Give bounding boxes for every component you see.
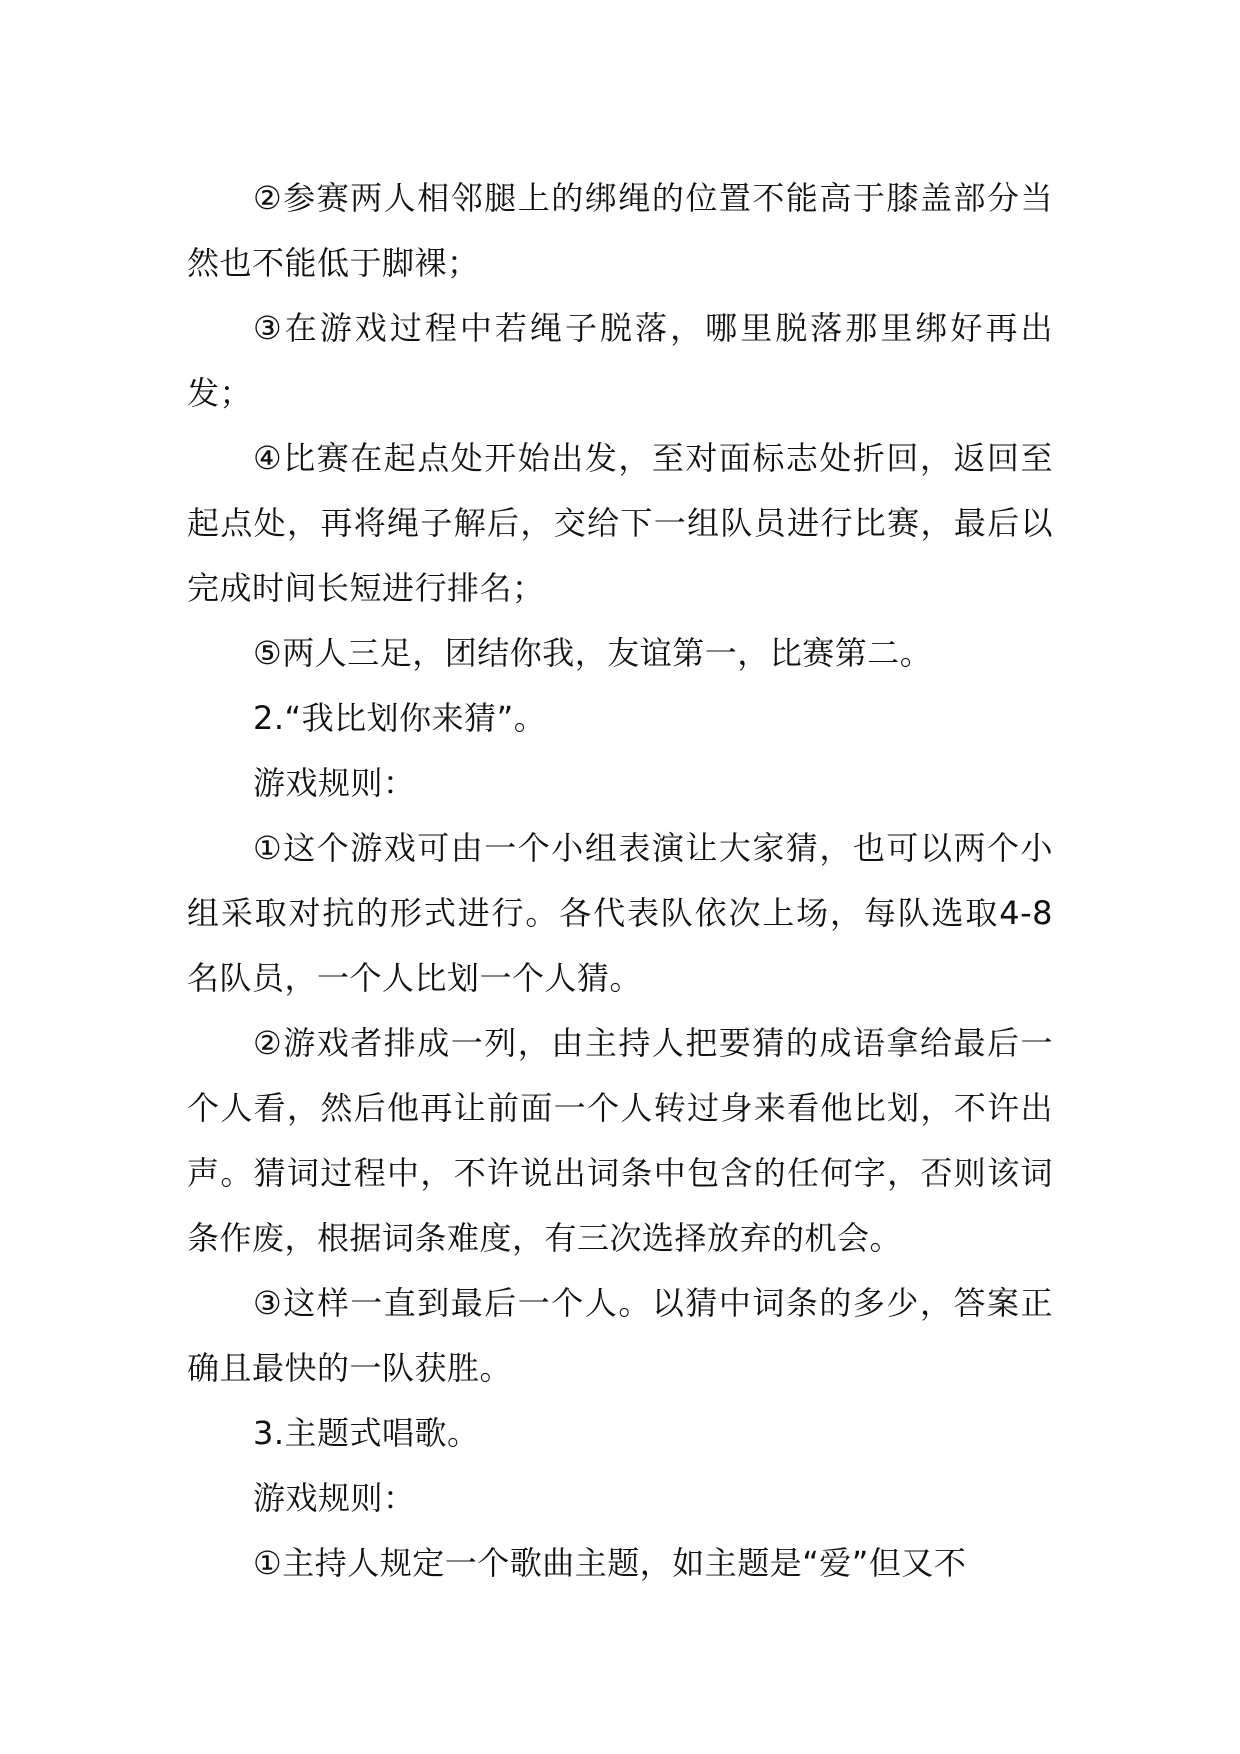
rule-paragraph: ③在游戏过程中若绳子脱落，哪里脱落那里绑好再出发；: [187, 309, 1053, 412]
rule-paragraph: ④比赛在起点处开始出发，至对面标志处折回，返回至起点处，再将绳子解后，交给下一组队员进行比赛，最后以完成时间长短进行排名；: [187, 439, 1053, 607]
rule-paragraph: ②参赛两人相邻腿上的绑绳的位置不能高于膝盖部分当然也不能低于脚裸；: [187, 179, 1053, 282]
document-body: [187, 166, 1053, 1596]
rule-paragraph: ②游戏者排成一列，由主持人把要猜的成语拿给最后一个人看，然后他再让前面一个人转过身来看他比划，不许出声。猜词过程中，不许说出词条中包含的任何字，否则该词条作废，根据词条难度，有三次选择放弃的机会。: [187, 1024, 1053, 1257]
rule-paragraph: ①主持人规定一个歌曲主题，如主题是“爱”但又不: [253, 1544, 967, 1582]
subheading: 游戏规则：: [253, 764, 416, 802]
section-heading: 3.主题式唱歌。: [253, 1414, 480, 1452]
subheading: 游戏规则：: [253, 1479, 416, 1517]
section-heading: 2.“我比划你来猜”。: [253, 699, 547, 737]
rule-paragraph: ⑤两人三足，团结你我，友谊第一，比赛第二。: [253, 634, 933, 672]
rule-paragraph: ③这样一直到最后一个人。以猜中词条的多少，答案正确且最快的一队获胜。: [187, 1284, 1053, 1387]
rule-paragraph: ①这个游戏可由一个小组表演让大家猜，也可以两个小组采取对抗的形式进行。各代表队依次上场，每队选取4-8名队员，一个人比划一个人猜。: [187, 829, 1053, 997]
